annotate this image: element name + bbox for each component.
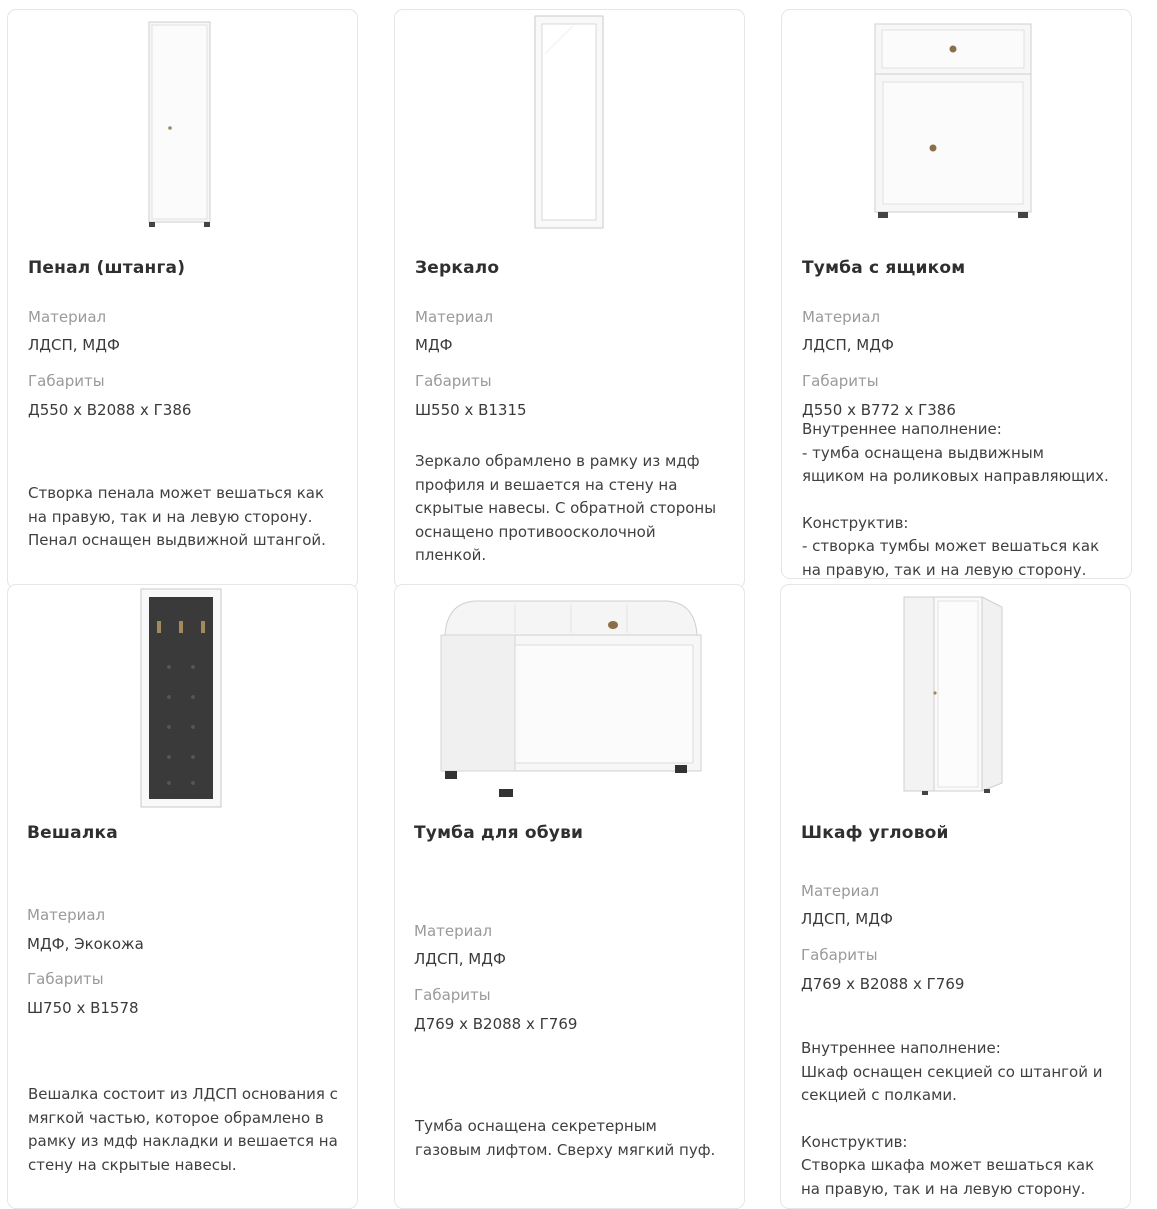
description-line: пленкой. — [415, 546, 487, 564]
description-line: профиля и вешается на стену на — [415, 475, 678, 494]
material-label: Материал — [802, 308, 881, 326]
product-description — [801, 1037, 1102, 1201]
material-label: Материал — [28, 308, 107, 326]
size-value: Д550 х В772 х Г386 — [802, 401, 956, 419]
description-line: газовым лифтом. Сверху мягкий пуф. — [415, 1140, 716, 1159]
material-value: МДФ, Экокожа — [27, 935, 144, 953]
description-line: ящиком на роликовых направляющих. — [802, 467, 1109, 485]
material-value: МДФ — [415, 336, 453, 354]
description-line: - створка тумбы может вешаться как — [802, 537, 1100, 555]
description-line: мягкой частью, которое обрамлено в — [28, 1108, 324, 1127]
product-description — [415, 1115, 715, 1162]
product-title: Шкаф угловой — [801, 823, 949, 843]
material-value: ЛДСП, МДФ — [802, 336, 894, 354]
hanger-image — [139, 587, 223, 811]
product-card-hanger[interactable] — [7, 584, 358, 1209]
description-line: на правую, так и на левую сторону. — [801, 1179, 1086, 1198]
size-value: Ш550 х В1315 — [415, 401, 527, 419]
corner-wardrobe-image — [898, 593, 1008, 799]
description-line: Вешалка состоит из ЛДСП основания с — [28, 1085, 338, 1103]
description-line: стену на скрытые навесы. — [28, 1155, 237, 1174]
product-card-shoe-cabinet[interactable] — [394, 584, 745, 1209]
material-label: Материал — [27, 906, 106, 924]
product-card-mirror[interactable] — [394, 9, 745, 589]
size-value: Д550 х В2088 х Г386 — [28, 401, 192, 419]
product-title: Вешалка — [27, 823, 118, 843]
product-description — [802, 418, 1109, 579]
description-line: секцией с полками. — [801, 1086, 957, 1104]
size-label: Габариты — [27, 970, 104, 988]
description-line: на правую, так и на левую сторону. — [802, 560, 1087, 579]
material-label: Материал — [414, 922, 493, 940]
description-line: Пенал оснащен выдвижной штангой. — [28, 531, 326, 549]
product-card-penal[interactable] — [7, 9, 358, 589]
material-value: ЛДСП, МДФ — [28, 336, 120, 354]
description-line: Зеркало обрамлено в рамку из мдф — [415, 452, 700, 470]
description-line: рамку из мдф накладки и вешается на — [28, 1132, 338, 1150]
description-line: Конструктив: — [802, 513, 909, 532]
material-label: Материал — [801, 882, 880, 900]
size-label: Габариты — [414, 986, 491, 1004]
description-line: Створка пенала может вешаться как — [28, 484, 325, 502]
product-card-corner-wardrobe[interactable] — [780, 584, 1131, 1209]
shoe-cabinet-image — [435, 595, 707, 805]
description-line: Шкаф оснащен секцией со штангой и — [801, 1062, 1103, 1081]
description-line: скрытые навесы. С обратной стороны — [415, 499, 717, 517]
size-label: Габариты — [28, 372, 105, 390]
size-label: Габариты — [415, 372, 492, 390]
product-title: Тумба для обуви — [414, 823, 584, 843]
description-line: Тумба оснащена секретерным — [415, 1117, 657, 1135]
product-title: Зеркало — [415, 258, 500, 278]
product-title: Тумба с ящиком — [802, 258, 966, 278]
product-description — [415, 450, 716, 568]
description-line: Внутреннее наполнение: — [802, 420, 1002, 438]
product-description — [28, 1083, 338, 1177]
cabinet-drawer-image — [872, 22, 1034, 224]
mirror-image — [533, 14, 607, 232]
size-value: Д769 х В2088 х Г769 — [801, 975, 965, 993]
size-label: Габариты — [802, 372, 879, 390]
product-card-cabinet-drawer[interactable] — [781, 9, 1132, 579]
material-value: ЛДСП, МДФ — [414, 950, 506, 968]
description-line: оснащено противоосколочной — [415, 522, 656, 541]
description-line: - тумба оснащена выдвижным — [802, 443, 1044, 462]
material-label: Материал — [415, 308, 494, 326]
product-title: Пенал (штанга) — [28, 258, 186, 278]
penal-image — [146, 20, 216, 232]
product-description — [28, 482, 326, 553]
description-line: на правую, так и на левую сторону. — [28, 507, 313, 526]
size-value: Ш750 х В1578 — [27, 999, 139, 1017]
description-line: Конструктив: — [801, 1132, 908, 1151]
size-label: Габариты — [801, 946, 878, 964]
material-value: ЛДСП, МДФ — [801, 910, 893, 928]
size-value: Д769 х В2088 х Г769 — [414, 1015, 578, 1033]
description-line: Створка шкафа может вешаться как — [801, 1156, 1095, 1174]
description-line: Внутреннее наполнение: — [801, 1039, 1001, 1057]
